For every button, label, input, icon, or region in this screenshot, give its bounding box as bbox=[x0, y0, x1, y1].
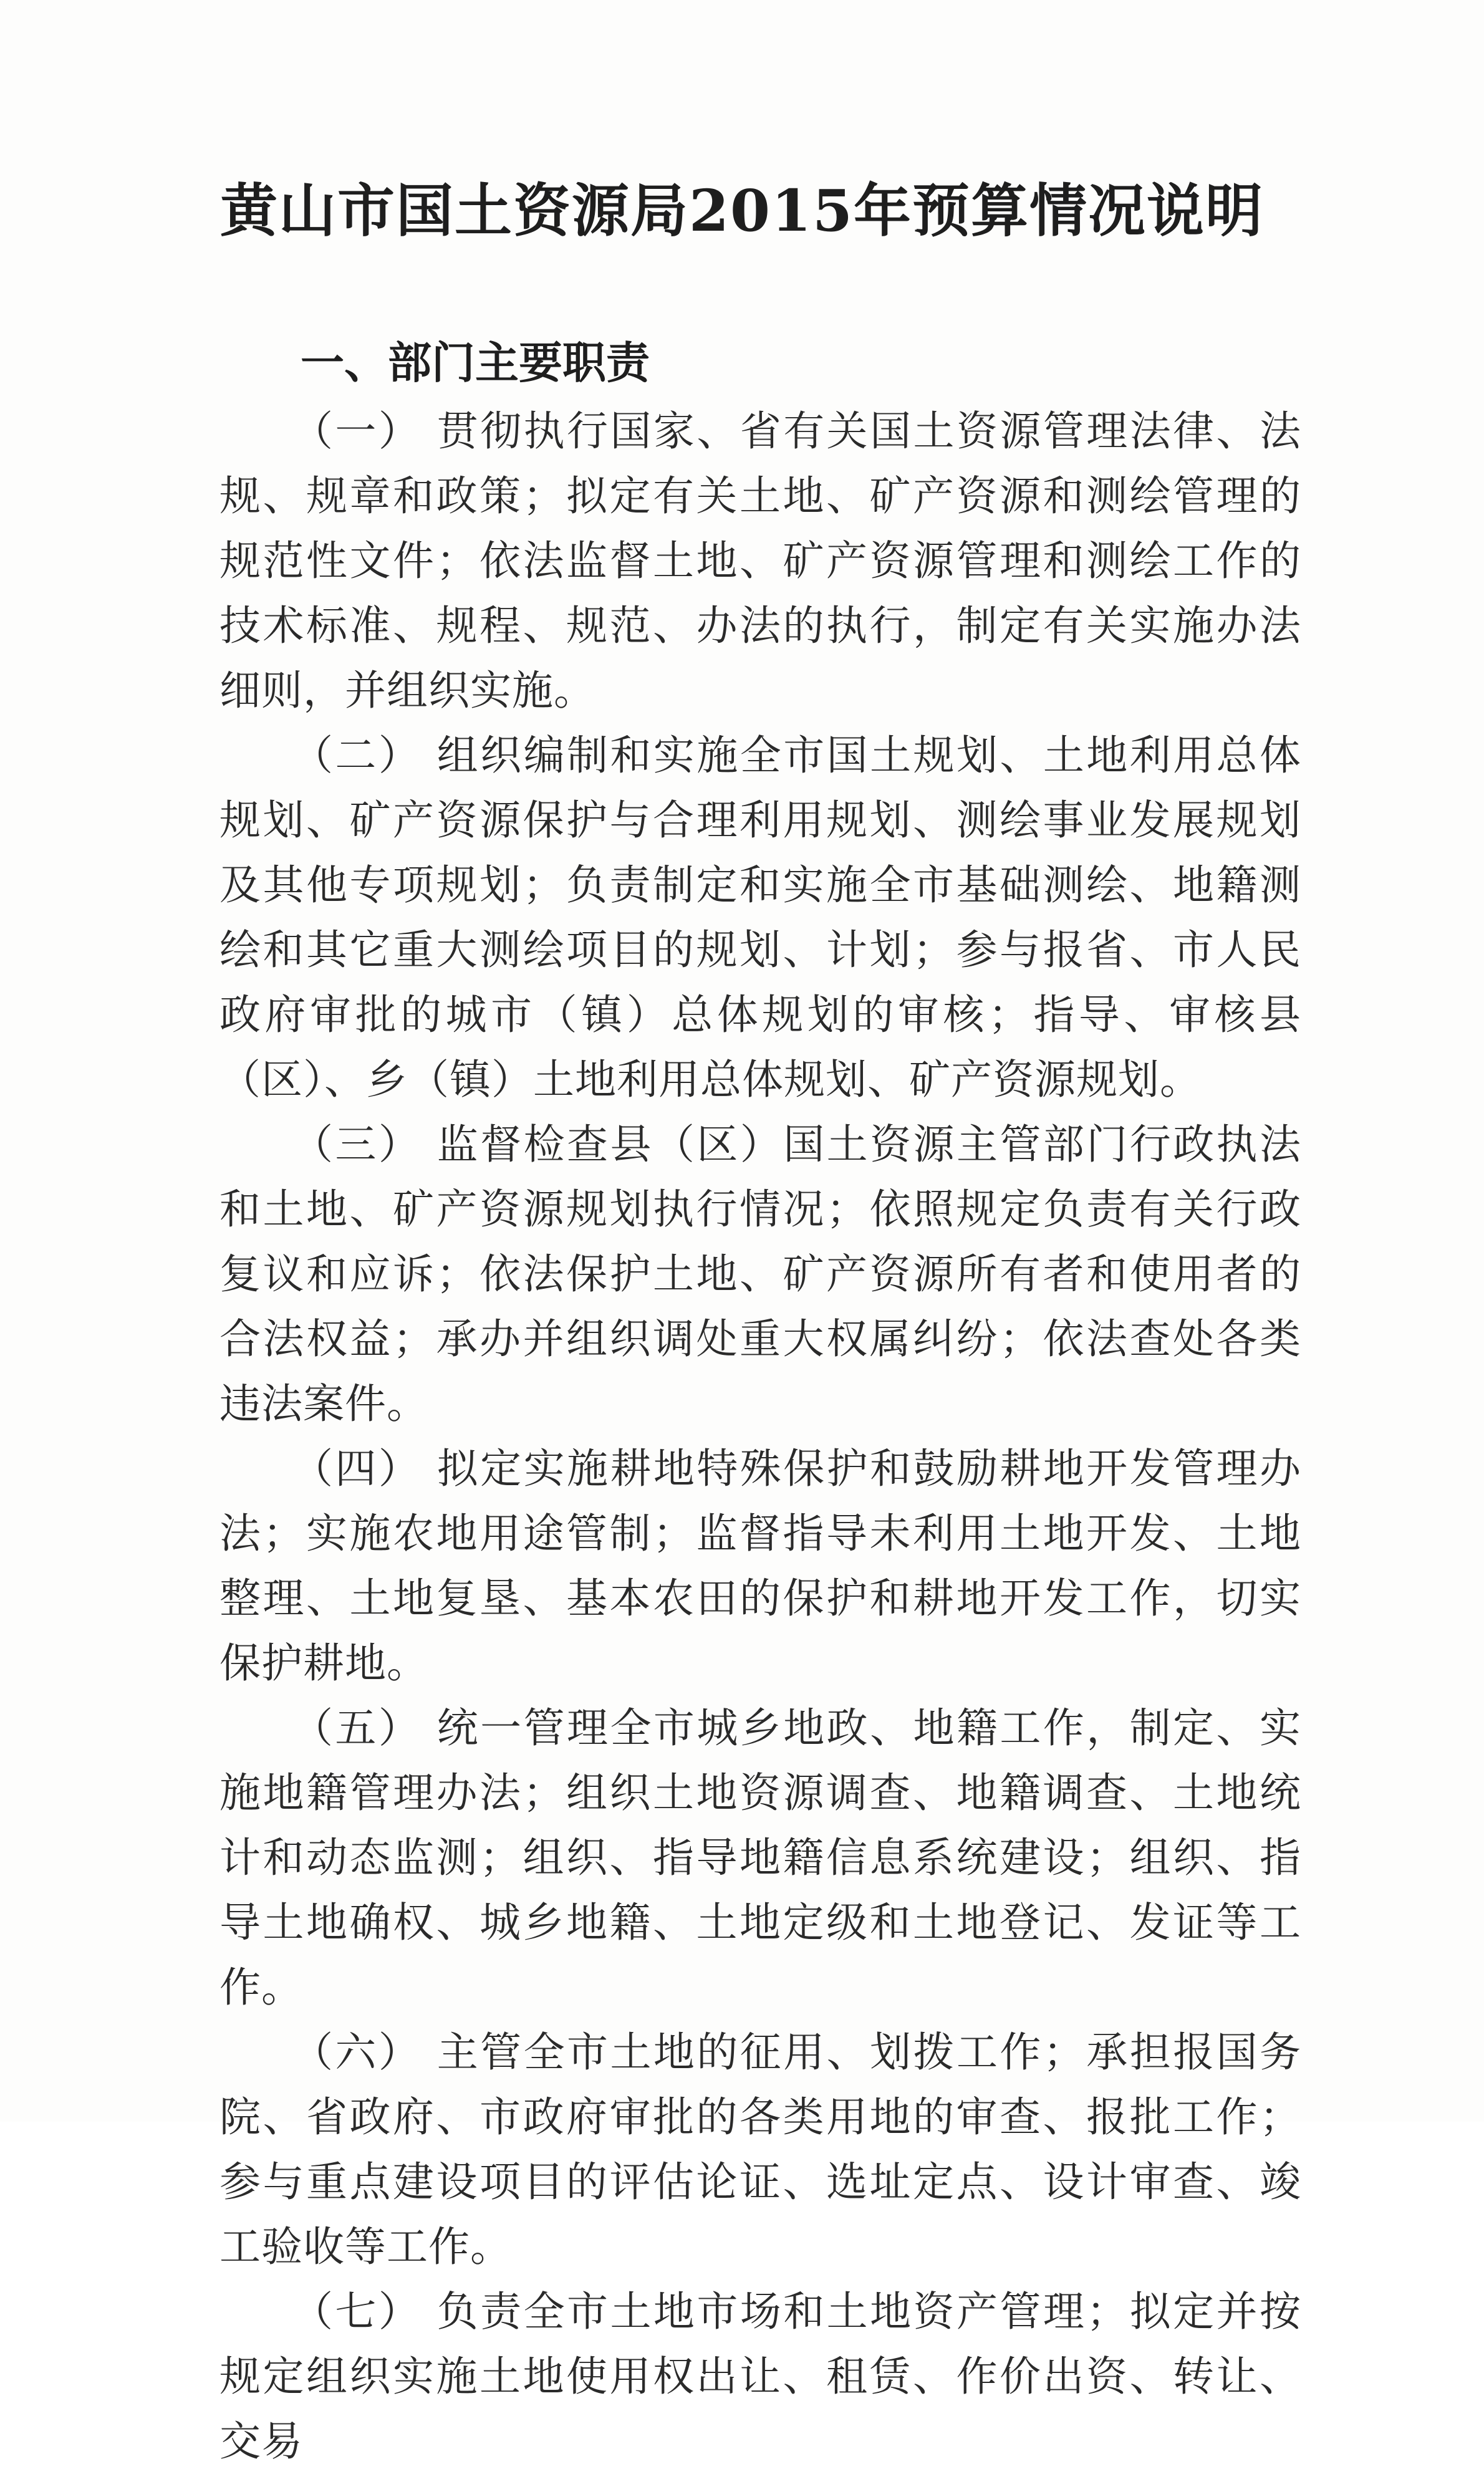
section-heading: 一、部门主要职责 bbox=[301, 337, 650, 388]
document-title: 黄山市国土资源局2015年预算情况说明 bbox=[219, 177, 1265, 244]
paragraph-4: （四） 拟定实施耕地特殊保护和鼓励耕地开发管理办法；实施农地用途管制；监督指导未利用土地开发、土地整理、土地复垦、基本农田的保护和耕地开发工作，切实保护耕地。 bbox=[219, 1445, 1301, 1687]
paragraph-3: （三） 监督检查县（区）国土资源主管部门行政执法和土地、矿产资源规划执行情况；依照规定负责有关行政复议和应诉；依法保护土地、矿产资源所有者和使用者的合法权益；承办并组织调处重大权属纠纷；依法查处各类违法案件。 bbox=[219, 1120, 1301, 1428]
paragraph-6: （六） 主管全市土地的征用、划拨工作；承担报国务院、省政府、市政府审批的各类用地的审查、报批工作；参与重点建设项目的评估论证、选址定点、设计审查、竣工验收等工作。 bbox=[219, 2028, 1301, 2271]
paragraph-7: （七） 负责全市土地市场和土地资产管理；拟定并按规定组织实施土地使用权出让、租赁、作价出资、转让、交易 bbox=[219, 2288, 1301, 2465]
paragraph-2: （二） 组织编制和实施全市国土规划、土地利用总体规划、矿产资源保护与合理利用规划、测绘事业发展规划及其他专项规划；负责制定和实施全市基础测绘、地籍测绘和其它重大测绘项目的规划、计划；参与报省、市人民政府审批的城市（镇）总体规划的审核；指导、审核县（区）、乡（镇）土地利用总体规划、矿产资源规划。 bbox=[219, 731, 1301, 1104]
paragraph-1: （一） 贯彻执行国家、省有关国土资源管理法律、法规、规章和政策；拟定有关土地、矿产资源和测绘管理的规范性文件；依法监督土地、矿产资源管理和测绘工作的技术标准、规程、规范、办法的执行，制定有关实施办法细则，并组织实施。 bbox=[219, 407, 1301, 715]
document-body bbox=[219, 330, 1301, 2474]
paragraph-5: （五） 统一管理全市城乡地政、地籍工作，制定、实施地籍管理办法；组织土地资源调查、地籍调查、土地统计和动态监测；组织、指导地籍信息系统建设；组织、指导土地确权、城乡地籍、土地定级和土地登记、发证等工作。 bbox=[219, 1704, 1301, 2011]
